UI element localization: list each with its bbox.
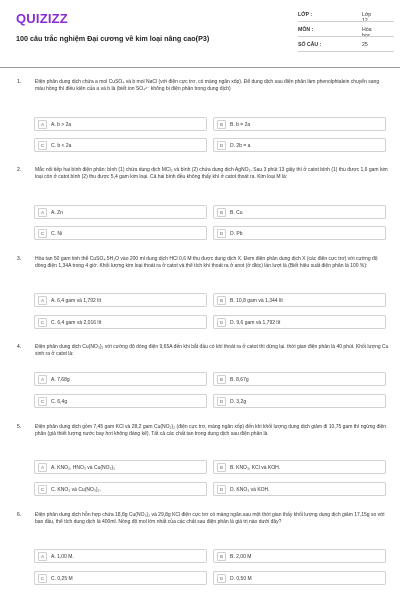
option-b[interactable] — [213, 372, 386, 386]
question-number: 3. — [17, 256, 22, 262]
option-a[interactable] — [34, 117, 207, 131]
option-c[interactable] — [34, 482, 207, 496]
divider — [298, 51, 394, 52]
meta-label: MÔN : — [298, 27, 314, 33]
option-d[interactable] — [213, 315, 386, 329]
question-number: 6. — [17, 512, 22, 518]
option-a[interactable] — [34, 460, 207, 474]
option-letter: A — [38, 463, 47, 472]
option-letter: D — [217, 318, 226, 327]
question-number: 4. — [17, 344, 22, 350]
option-text: D. KNO₃ và KOH. — [230, 486, 270, 493]
option-text: B. 10,8 gam và 1,344 lít — [230, 297, 283, 304]
option-text: D. 2b = a — [230, 142, 251, 149]
option-d[interactable] — [213, 226, 386, 240]
option-a[interactable] — [34, 549, 207, 563]
option-b[interactable] — [213, 117, 386, 131]
option-text: B. KNO₃, KCl và KOH. — [230, 464, 281, 471]
meta-value: Hóa học — [362, 27, 372, 39]
meta-value: 25 — [362, 42, 368, 48]
header-divider — [0, 67, 400, 68]
option-letter: A — [38, 208, 47, 217]
option-letter: D — [217, 485, 226, 494]
option-c[interactable] — [34, 226, 207, 240]
option-letter: C — [38, 229, 47, 238]
meta-label: SỐ CÂU : — [298, 42, 322, 48]
divider — [298, 36, 394, 37]
option-a[interactable] — [34, 293, 207, 307]
option-d[interactable] — [213, 394, 386, 408]
option-letter: D — [217, 574, 226, 583]
option-text: D. 9,6 gam và 1,792 lít — [230, 319, 281, 326]
option-text: B. b = 2a — [230, 121, 251, 128]
option-letter: C — [38, 485, 47, 494]
option-letter: A — [38, 552, 47, 561]
option-text: C. 6,4g — [51, 398, 68, 405]
question-number: 5. — [17, 424, 22, 430]
worksheet-title: 100 câu trắc nghiệm Đại cương về kim loại nâng cao(P3) — [16, 34, 210, 43]
option-text: A. b > 2a — [51, 121, 72, 128]
option-letter: D — [217, 141, 226, 150]
option-letter: C — [38, 574, 47, 583]
option-text: B. 8,67g — [230, 376, 249, 383]
option-letter: D — [217, 397, 226, 406]
option-c[interactable] — [34, 315, 207, 329]
option-letter: B — [217, 552, 226, 561]
option-b[interactable] — [213, 549, 386, 563]
option-text: C. 0,25 M — [51, 575, 73, 582]
option-letter: D — [217, 229, 226, 238]
question-text: Hòa tan 50 gam tinh thể CuSO₄.5H₂O vào 200 ml dung dịch HCl 0,6 M thu được dung dịch X. Đem điện phân dung dịch X (các điện cực trơ) với cường độ dòng điện 1,34A trong 4 giờ. Khối lượng kim loại thoát ra ở catot và thể tích khí thoát ra ở anot (ở đktc) lần lượt là (Biết hiệu suất điện phân là 100 %): — [35, 256, 378, 269]
option-letter: B — [217, 120, 226, 129]
option-text: D. 0,50 M — [230, 575, 252, 582]
option-b[interactable] — [213, 293, 386, 307]
question-text: Điện phân dung dịch gồm 7,45 gam KCl và 28,2 gam Cu(NO₃)₂ (điện cực trơ, màng ngăn xốp) đến khi khối lượng dung dịch giảm đi 10,75 gam thì ngừng điện phân (giả thiết lượng nước bay hơi không đáng kể). Tất cả các chất tan trong dung dịch sau điện phân là — [35, 424, 387, 437]
meta-value: Lớp 12 — [362, 12, 372, 24]
option-a[interactable] — [34, 372, 207, 386]
option-b[interactable] — [213, 460, 386, 474]
option-text: C. Ni — [51, 230, 63, 237]
option-text: A. 6,4 gam và 1,792 lít — [51, 297, 102, 304]
question-text: Điện phân dung dịch hỗn hợp chứa 18,8g Cu(NO₃)₂ và 29,8g KCl điện cực trơ có màng ngăn.sau một thời gian thấy khối lượng dung dịch giảm 17,15g so với ban đầu, thể tích dung dịch là 400ml. Nồng độ mol lớn nhất của các chất sau điện phân là giá trị nào dưới đây? — [35, 512, 385, 525]
option-letter: B — [217, 463, 226, 472]
option-c[interactable] — [34, 394, 207, 408]
option-d[interactable] — [213, 482, 386, 496]
option-letter: A — [38, 296, 47, 305]
option-letter: A — [38, 375, 47, 384]
option-text: A. KNO₃, HNO₃ và Cu(NO₃)₂ — [51, 464, 116, 471]
option-d[interactable] — [213, 138, 386, 152]
option-b[interactable] — [213, 205, 386, 219]
question-text: Điện phân dung dịch chứa a mol CuSO₄ và b mol NaCl (với điện cực trơ, có màng ngăn xốp). Để dung dịch sau điện phân làm phenolphtalein chuyển sang màu hồng thì điều kiện của a và b là (biết ion SO₄²⁻ không bị điện phân trong dung dịch) — [35, 79, 380, 92]
option-text: B. 2,00 M — [230, 553, 252, 560]
option-letter: A — [38, 120, 47, 129]
option-letter: B — [217, 296, 226, 305]
option-text: C. KNO₃ và Cu(NO₃)₂. — [51, 486, 101, 493]
meta-label: LỚP : — [298, 12, 313, 18]
option-text: C. b < 2a — [51, 142, 72, 149]
option-text: D. Pb — [230, 230, 243, 237]
option-letter: B — [217, 375, 226, 384]
divider — [298, 21, 394, 22]
question-number: 1. — [17, 79, 22, 85]
option-c[interactable] — [34, 138, 207, 152]
option-text: A. 7,68g — [51, 376, 70, 383]
option-text: D. 3,2g — [230, 398, 247, 405]
option-letter: C — [38, 318, 47, 327]
option-c[interactable] — [34, 571, 207, 585]
question-number: 2. — [17, 167, 22, 173]
option-text: B. Cu — [230, 209, 243, 216]
option-a[interactable] — [34, 205, 207, 219]
question-text: Điện phân dung dịch Cu(NO₃)₂ với cường độ dòng điện 9,65A đến khi bắt đầu có khí thoát ra ở catot thì dừng lại. thời gian điện phân là 40 phút. Khối lượng Cu sinh ra ở catot là: — [35, 344, 389, 357]
option-text: A. 1,00 M. — [51, 553, 74, 560]
quizizz-logo: QUIZIZZ — [16, 11, 68, 26]
option-letter: B — [217, 208, 226, 217]
option-letter: C — [38, 397, 47, 406]
option-letter: C — [38, 141, 47, 150]
option-text: A. Zn — [51, 209, 63, 216]
option-d[interactable] — [213, 571, 386, 585]
question-text: Mắc nối tiếp hai bình điện phân: bình (1) chứa dung dịch MCl₂ và bình (2) chứa dung dịch AgNO₃. Sau 3 phút 13 giây thì ở catot bình (1) thu được 1,6 gam kim loại còn ở catot bình (2) thu được 5,4 gam kim loại. Cả hai bình đều không thấy khí ở catot thoát ra. Kim loại M là: — [35, 167, 388, 180]
option-text: C. 6,4 gam và 2,016 lít — [51, 319, 102, 326]
